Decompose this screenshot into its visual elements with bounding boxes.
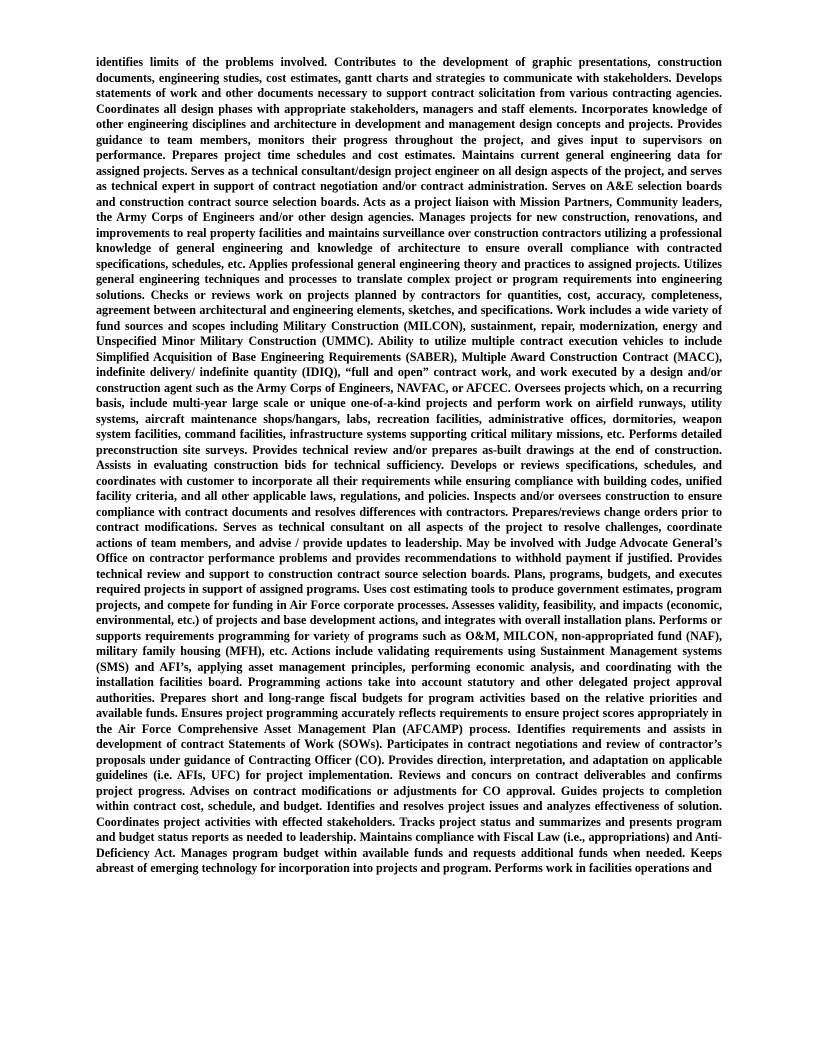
duties-paragraph: identifies limits of the problems involved. Contributes to the development of graphic presentations, construction documents, engineering studies, cost estimates, gantt charts and strategies to communicate with stakeholders. Develops statements of work and other documents necessary to support contract solicitation from various contracting agencies. Coordinates all design phases with appropriate stakeholders, managers and staff elements. Incorporates knowledge of other engineering disciplines and architecture in development and management design concepts and projects. Provides guidance to team members, monitors their progress throughout the project, and gives input to supervisors on performance. Prepares project time schedules and cost estimates. Maintains current general engineering data for assigned projects. Serves as a technical consultant/design project engineer on all design aspects of the project, and serves as technical expert in support of contract negotiation and/or contract administration. Serves on A&E selection boards and construction contract source selection boards. Acts as a project liaison with Mission Partners, Community leaders, the Army Corps of Engineers and/or other design agencies. Manages projects for new construction, renovations, and improvements to real property facilities and maintains surveillance over construction contractors utilizing a professional knowledge of general engineering and knowledge of architecture to ensure overall compliance with contracted specifications, schedules, etc. Applies professional general engineering theory and practices to assigned projects. Utilizes general engineering techniques and processes to translate complex project or program requirements into engineering solutions. Checks or reviews work on projects planned by contractors for quantities, cost, accuracy, completeness, agreement between architectural and engineering elements, sketches, and specifications. Work includes a wide variety of fund sources and scopes including Military Construction (MILCON), sustainment, repair, modernization, energy and Unspecified Minor Military Construction (UMMC). Ability to utilize multiple contract execution vehicles to include Simplified Acquisition of Base Engineering Requirements (SABER), Multiple Award Construction Contract (MACC), indefinite delivery/ indefinite quantity (IDIQ), “full and open” contract work, and work executed by a design and/or construction agent such as the Army Corps of Engineers, NAVFAC, or AFCEC. Oversees projects which, on a recurring basis, include multi-year large scale or unique one-of-a-kind projects and perform work on airfield runways, utility systems, aircraft maintenance shops/hangars, labs, recreation facilities, administrative offices, dormitories, weapon system facilities, command facilities, infrastructure systems supporting critical military missions, etc. Performs detailed preconstruction site surveys. Provides technical review and/or prepares as-built drawings at the end of construction. Assists in evaluating construction bids for technical sufficiency. Develops or reviews specifications, schedules, and coordinates with customer to incorporate all their requirements while ensuring compliance with building codes, unified facility criteria, and all other applicable laws, regulations, and policies. Inspects and/or oversees construction to ensure compliance with contract documents and resolves differences with contractors. Prepares/reviews change orders prior to contract modifications. Serves as technical consultant on all aspects of the project to resolve challenges, coordinate actions of team members, and advise / provide updates to leadership. May be involved with Judge Advocate General’s Office on contractor performance problems and provides recommendations to withhold payment if justified. Provides technical review and support to construction contract source selection boards. Plans, programs, budgets, and executes required projects in support of assigned programs. Uses cost estimating tools to produce government estimates, program projects, and compete for funding in Air Force corporate processes. Assesses validity, feasibility, and impacts (economic, environmental, etc.) of projects and base development actions, and integrates with overall installation plans. Performs or supports requirements programming for variety of programs such as O&M, MILCON, non-appropriated fund (NAF), military family housing (MFH), etc. Actions include validating requirements using Sustainment Management systems (SMS) and AFI’s, applying asset management principles, performing economic analysis, and coordinating with the installation facilities board. Programming actions take into account statutory and other delegated project approval authorities. Prepares short and long-range fiscal budgets for program activities based on the relative priorities and available funds. Ensures project programming accurately reflects requirements to ensure project scores appropriately in the Air Force Comprehensive Asset Management Plan (AFCAMP) process. Identifies requirements and assists in development of contract Statements of Work (SOWs). Participates in contract negotiations and review of contractor’s proposals under guidance of Contracting Officer (CO). Provides direction, interpretation, and adaptation on applicable guidelines (i.e. AFIs, UFC) for project implementation. Reviews and concurs on contract deliverables and confirms project progress. Advises on contract modifications or adjustments for CO approval. Guides projects to completion within contract cost, schedule, and budget. Identifies and resolves project issues and analyzes effectiveness of solution. Coordinates project activities with effected stakeholders. Tracks project status and summarizes and presents program and budget status reports as needed to leadership. Maintains compliance with Fiscal Law (i.e., appropriations) and Anti-Deficiency Act. Manages program budget within available funds and requests additional funds when needed. Keeps abreast of emerging technology for incorporation into projects and program. Performs work in facilities operations and	[96, 55, 722, 875]
document-page	[96, 55, 722, 877]
